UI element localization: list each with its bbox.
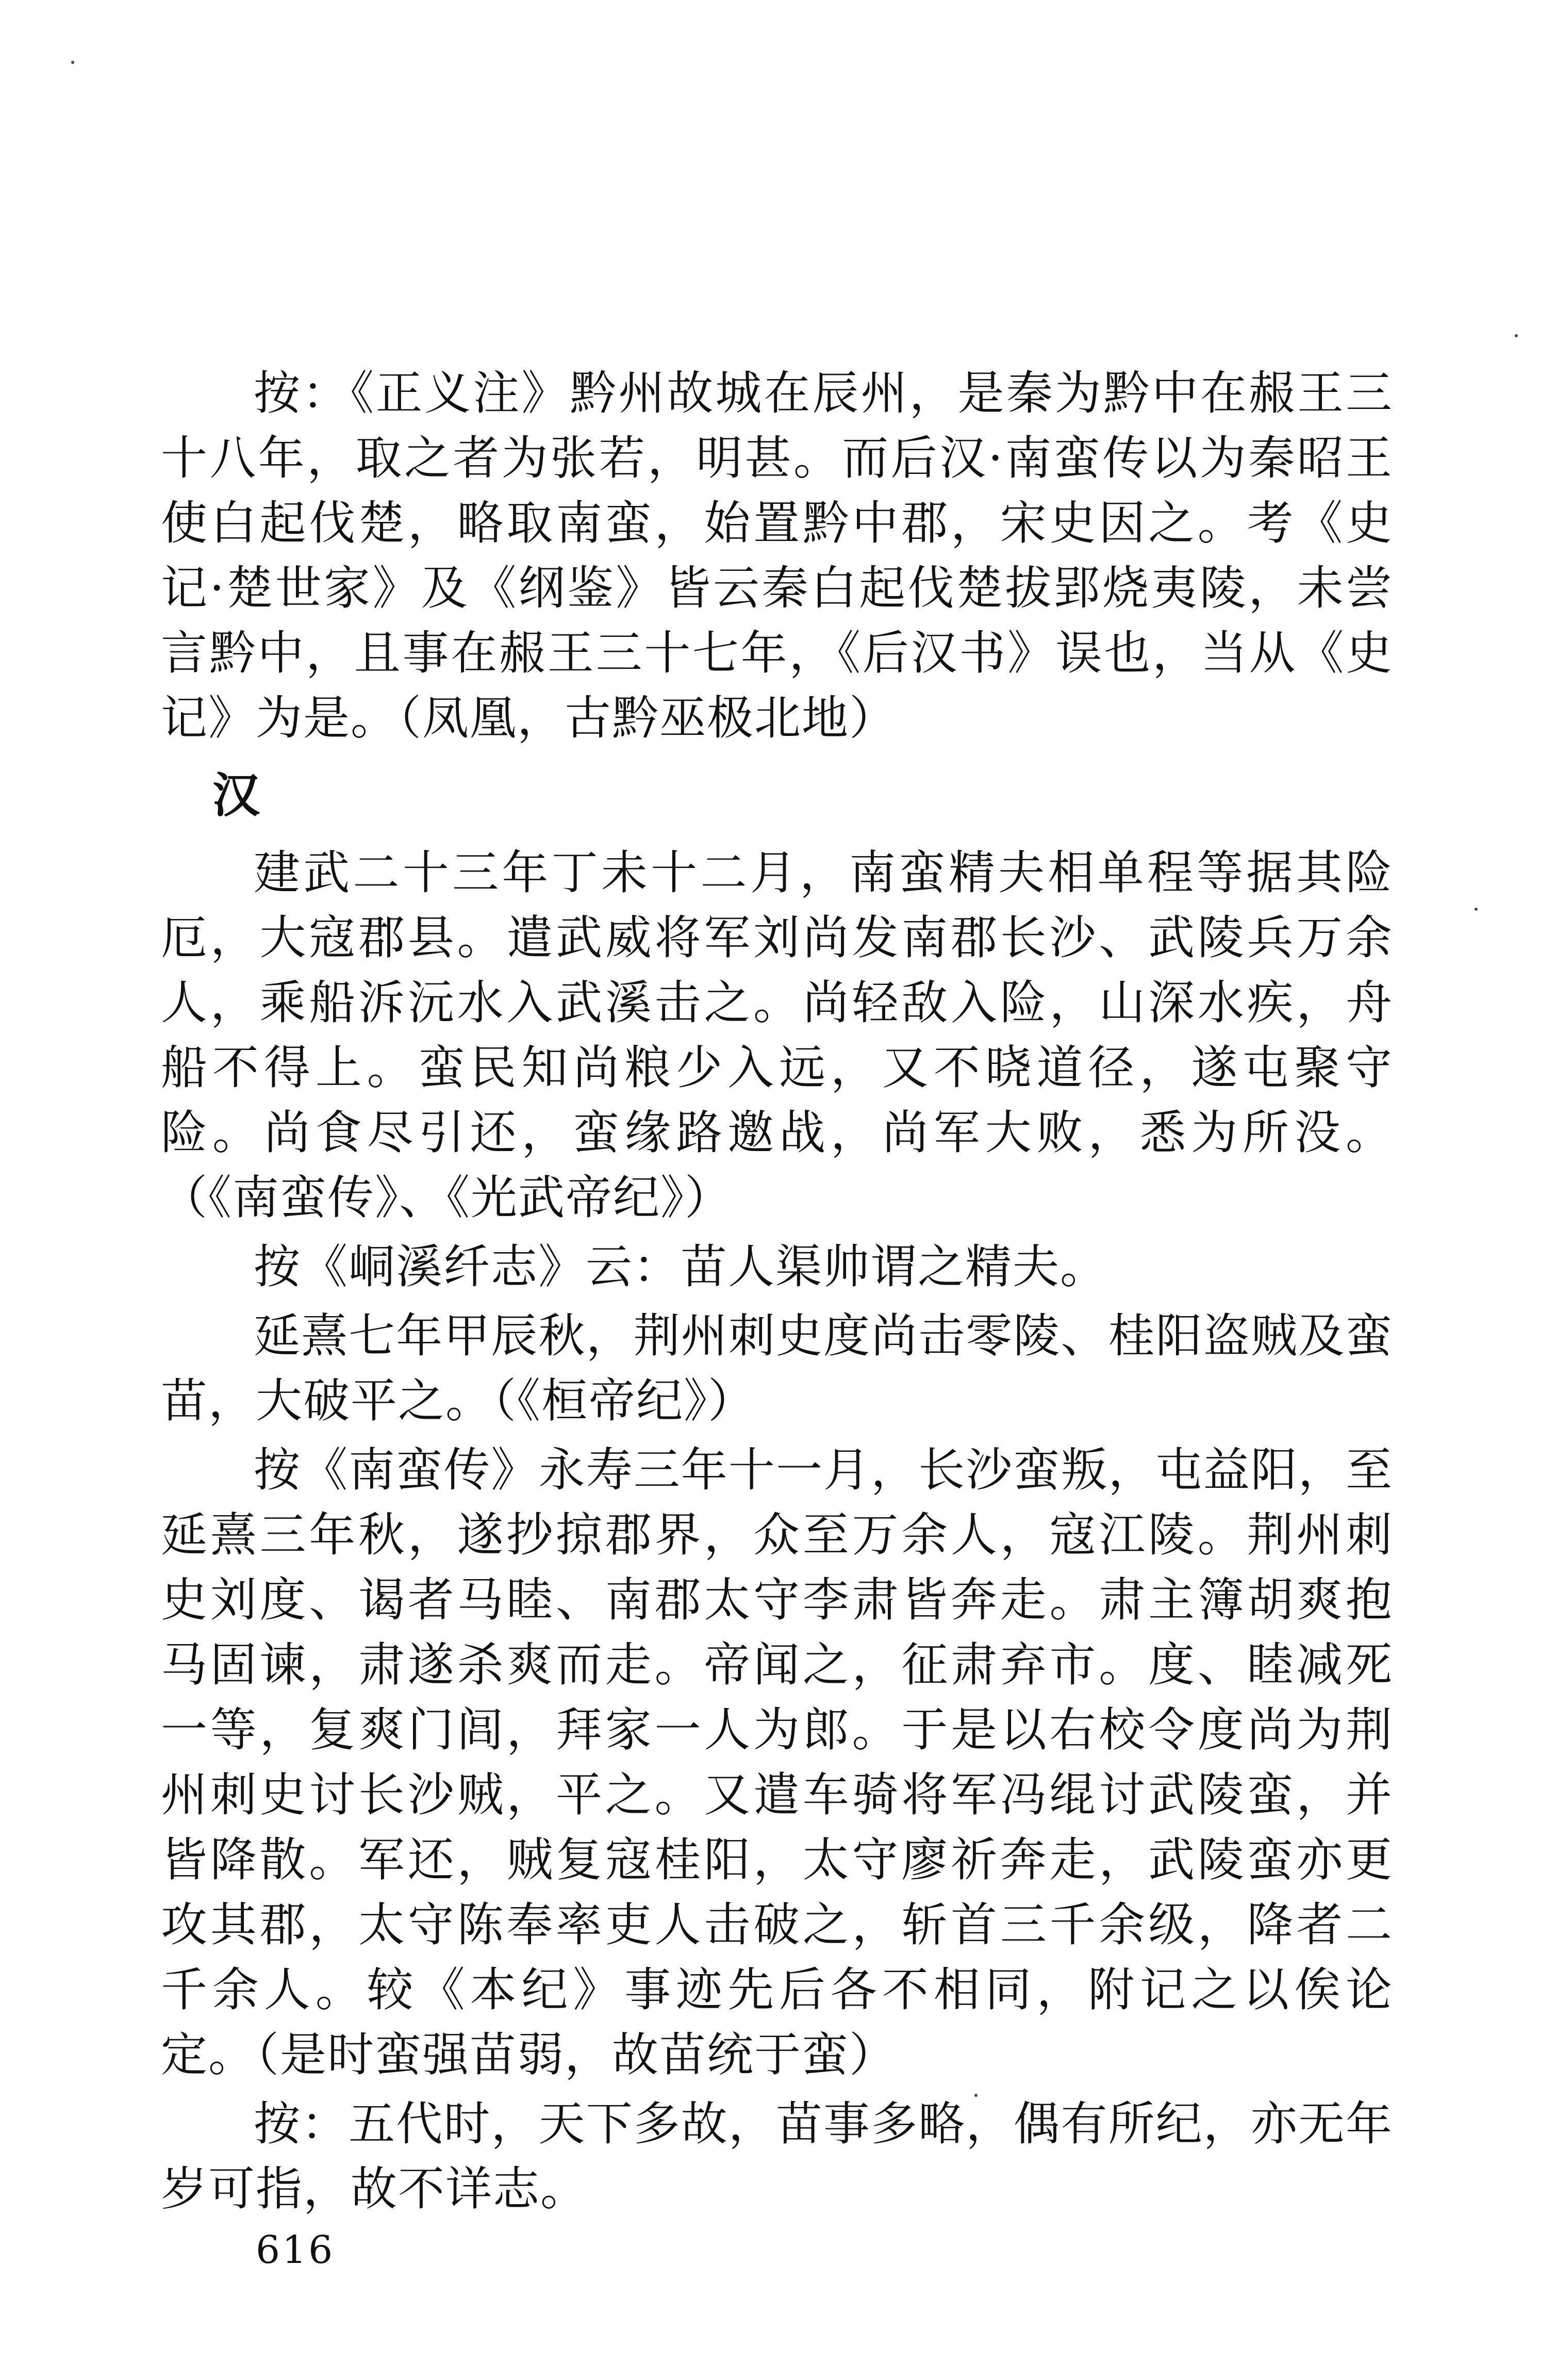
scan-speck (71, 61, 74, 64)
body-text (161, 361, 1393, 2226)
paragraph-yanxi: 延熹七年甲辰秋，荆州刺史度尚击零陵、桂阳盗贼及蛮苗，大破平之。（《桓帝纪》） (161, 1309, 1393, 1428)
paragraph-jianwu: 建武二十三年丁未十二月，南蛮精夫相单程等据其险厄，大寇郡县。遣武威将军刘尚发南郡长沙、武陵兵万余人，乘船泝沅水入武溪击之。尚轻敌入险，山深水疾，舟船不得上。蛮民知尚粮少入远，又不晓道径，遂屯聚守险。尚食尽引还，蛮缘路邀战，尚军大败，悉为所没。（《南蛮传》、《光武帝纪》） (161, 846, 1393, 1225)
paragraph-note-qianzhong: 按：《正义注》黔州故城在辰州，是秦为黔中在赧王三十八年，取之者为张若，明甚。而后汉·南蛮传以为秦昭王使白起伐楚，略取南蛮，始置黔中郡，宋史因之。考《史记·楚世家》及《纲鉴》皆云秦白起伐楚拔郢烧夷陵，未尝言黔中，且事在赧王三十七年，《后汉书》误也，当从《史记》为是。（凤凰，古黔巫极北地） (161, 366, 1393, 745)
scan-speck (1475, 908, 1478, 911)
scan-speck (1515, 334, 1518, 337)
paragraph-note-nanman: 按《南蛮传》永寿三年十一月，长沙蛮叛，屯益阳，至延熹三年秋，遂抄掠郡界，众至万余人，寇江陵。荆州刺史刘度、谒者马睦、南郡太守李肃皆奔走。肃主簿胡爽抱马固谏，肃遂杀爽而走。帝闻之，征肃弃市。度、睦减死一等，复爽门闾，拜家一人为郎。于是以右校令度尚为荆州刺史讨长沙贼，平之。又遣车骑将军冯绲讨武陵蛮，并皆降散。军还，贼复寇桂阳，太守廖祈奔走，武陵蛮亦更攻其郡，太守陈奉率吏人击破之，斩首三千余级，降者二千余人。较《本纪》事迹先后各不相同，附记之以俟论定。（是时蛮强苗弱，故苗统于蛮） (161, 1443, 1393, 2082)
section-heading-han: 汉 (212, 768, 260, 823)
paragraph-note-jingfu: 按《峒溪纤志》云：苗人渠帅谓之精夫。 (254, 1240, 1107, 1294)
paragraph-note-wudai: 按：五代时，天下多故，苗事多略，偶有所纪，亦无年岁可指，故不详志。 (161, 2097, 1393, 2216)
page-number: 616 (256, 2228, 335, 2272)
